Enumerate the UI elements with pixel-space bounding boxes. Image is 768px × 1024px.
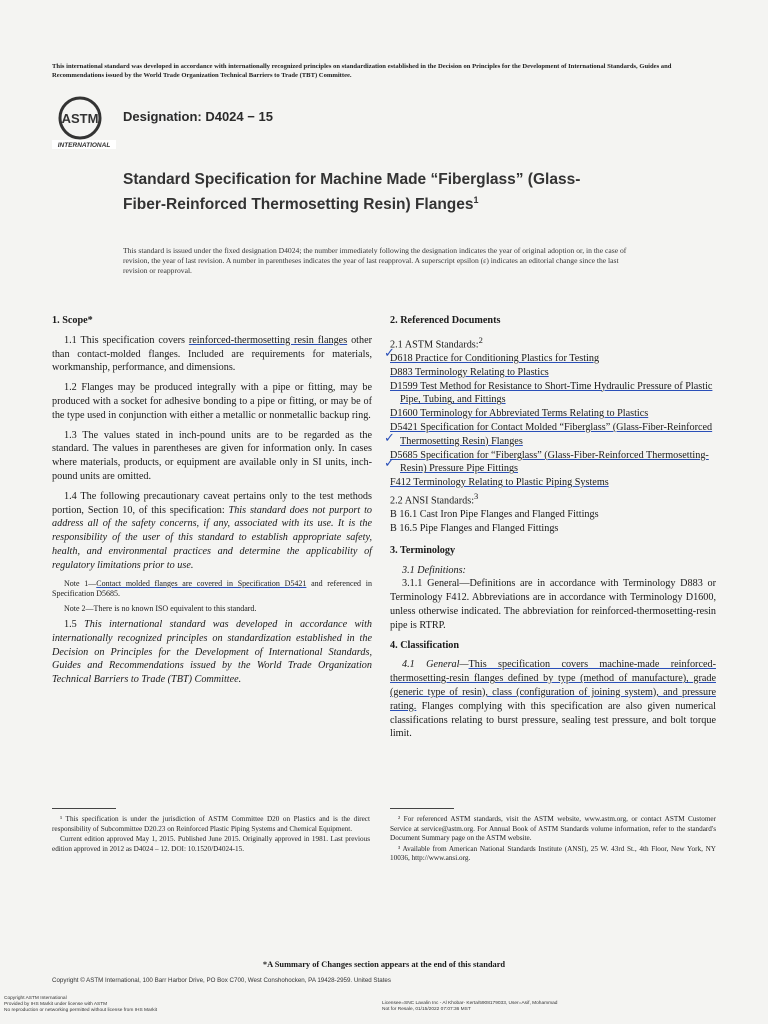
note-1: Note 1—Contact molded flanges are covered in Specification D5421 and referenced in Specification D5685. xyxy=(52,578,372,599)
title-main: Standard Specification for Machine Made “Fiberglass” (Glass-Fiber-Reinforced Thermosetting Resin) Flanges xyxy=(123,171,581,214)
summary-of-changes-note: *A Summary of Changes section appears at the end of this standard xyxy=(262,960,506,969)
scope-paragraph-4: 1.4 The following precautionary caveat pertains only to the test methods portion, Section 10, of this specification: This standard does not purport to address all of the safety concerns, if any, associated with its use. It is the responsibility of the user of this standard to establish appropriate safety, health, and environmental practices and determine the applicability of regulatory limitations prior to use. xyxy=(52,490,372,571)
right-column xyxy=(390,314,716,747)
license-info-left: Copyright ASTM International Provided by IHS Markit under license with ASTM No reproduction or networking permitted without license from IHS Markit xyxy=(4,996,158,1013)
ref-item: D5685 Specification for “Fiberglass” (Glass-Fiber-Reinforced Thermosetting-Resin) Pressure Pipe Fittings xyxy=(390,449,709,475)
footnote-divider xyxy=(390,808,454,809)
ref-item: D1600 Terminology for Abbreviated Terms Relating to Plastics xyxy=(390,408,649,420)
terminology-paragraph: 3.1.1 General—Definitions are in accordance with Terminology D883 or Terminology F412. Abbreviations are in accordance with Terminology D1600, unless otherwise indicated. The abbreviation for reinforced-thermosetting-resin pipe is RTRP. xyxy=(390,578,716,631)
ref-item: D618 Practice for Conditioning Plastics for Testing xyxy=(390,352,600,364)
scope-paragraph-3: 1.3 The values stated in inch-pound units are to be regarded as the standard. The values in parentheses are given for information only. In cases where materials, products, or equipment are available only in SI units, inch-pound units are omitted. xyxy=(52,429,372,482)
checkmark-icon: ✓ xyxy=(384,346,395,361)
left-column xyxy=(52,314,372,693)
underlined-text: reinforced-thermosetting resin flanges xyxy=(188,334,348,346)
ansi-item: B 16.1 Cast Iron Pipe Flanges and Flanged Fittings xyxy=(390,509,599,521)
ansi-standards-label: 2.2 ANSI Standards:$^3$ xyxy=(390,490,479,507)
scope-paragraph-5: 1.5 This international standard was developed in accordance with internationally recognized principles on standardization established in the Decision on Principles for the Development of International Standards, Guides and Recommendations issued by the World Trade Organization Technical Barriers to Trade (TBT) Committee. xyxy=(52,619,373,686)
footnotes-left: ¹ This specification is under the jurisdiction of ASTM Committee D20 on Plastics and is the direct responsibility of Subcommittee D20.23 on Reinforced Plastic Piping Systems and Chemical Equipment. Current edition approved May 1, 2015. Published June 2015. Originally approved in 1981. Last previous edition approved in 2012 as D4024 – 12. DOI: 10.1520/D4024-15. xyxy=(52,815,370,853)
copyright-line: Copyright © ASTM International, 100 Barr Harbor Drive, PO Box C700, West Conshohocken, PA 19428-2959. United States xyxy=(52,977,391,984)
logo-subtext: INTERNATIONAL xyxy=(57,142,111,149)
scope-paragraph-2: 1.2 Flanges may be produced integrally with a pipe or fitting, may be produced with a socket for adhesive bonding to a pipe or fitting, or may be of the type used in conjunction with either a metallic or nonmetallic backup ring. xyxy=(52,382,372,421)
note-2: Note 2—There is no known ISO equivalent to this standard. xyxy=(64,603,257,613)
ref-item: D883 Terminology Relating to Plastics xyxy=(390,366,549,378)
checkmark-icon: ✓ xyxy=(384,431,395,446)
preamble-text: This international standard was developed in accordance with internationally recognized principles on standardization established in the Decision on Principles for the Development of International Standards, Guides and Recommendations issued by the World Trade Organization Technical Barriers to Trade (TBT) Committee. xyxy=(52,63,672,79)
section-heading-referenced-documents: 2. Referenced Documents xyxy=(390,315,501,326)
section-heading-terminology: 3. Terminology xyxy=(390,544,456,556)
ref-item: D5421 Specification for Contact Molded “Fiberglass” (Glass-Fiber-Reinforced Thermosetting Resin) Flanges xyxy=(390,421,713,447)
footnotes-right: ² For referenced ASTM standards, visit the ASTM website, www.astm.org, or contact ASTM Customer Service at service@astm.org. For Annual Book of ASTM Standards volume information, refer to the standard's Document Summary page on the ASTM website. ³ Available from American National Standards Institute (ANSI), 25 W. 43rd St., 4th Floor, New York, NY 10036, http://www.ansi.org. xyxy=(390,815,716,863)
intro-paragraph: This standard is issued under the fixed designation D4024; the number immediately following the designation indicates the year of original adoption or, in the case of revision, the year of last revision. A number in parentheses indicates the year of last reapproval. A superscript epsilon (ε) indicates an editorial change since the last revision or reapproval. xyxy=(123,246,627,275)
designation: Designation: D4024 − 15 xyxy=(123,109,273,124)
astm-standards-label: 2.1 ASTM Standards:$^2$ xyxy=(390,334,483,351)
ref-item: D1599 Test Method for Resistance to Short-Time Hydraulic Pressure of Plastic Pipe, Tubing, and Fittings xyxy=(390,380,713,406)
astm-logo-icon xyxy=(52,94,116,150)
ansi-item: B 16.5 Pipe Flanges and Flanged Fittings xyxy=(390,522,559,534)
classification-paragraph: 4.1 General—This specification covers machine-made reinforced-thermosetting-resin flanges defined by type (method of manufacture), grade (generic type of resin), class (configuration of joining system), and pressure rating. Flanges complying with this specification are also given numerical classifications relating to burst pressure, sealing test pressure, and bolt torque limit. xyxy=(390,659,716,740)
checkmark-icon: ✓ xyxy=(384,456,395,471)
definitions-label: 3.1 Definitions: xyxy=(402,564,466,576)
section-heading-scope: 1. Scope* xyxy=(52,315,93,326)
ref-item: F412 Terminology Relating to Plastic Piping Systems xyxy=(390,477,609,489)
scope-paragraph-1: 1.1 This specification covers reinforced-thermosetting resin flanges other than contact-molded flanges. Included are requirements for materials, workmanship, performance, and dimensions. xyxy=(52,334,372,374)
document-title xyxy=(123,170,623,215)
section-heading-classification: 4. Classification xyxy=(390,639,460,651)
logo-text: ASTM xyxy=(61,111,99,126)
footnote-divider xyxy=(52,808,116,809)
license-info-right: Licensee=SNC Lavalin Inc - Al Khobar- Kerta/5908179033, User=Asif, Mohammad Not for Resale, 01/15/2022 07:07:36 MST xyxy=(382,1001,558,1012)
title-footnote-mark: 1 xyxy=(473,195,479,205)
